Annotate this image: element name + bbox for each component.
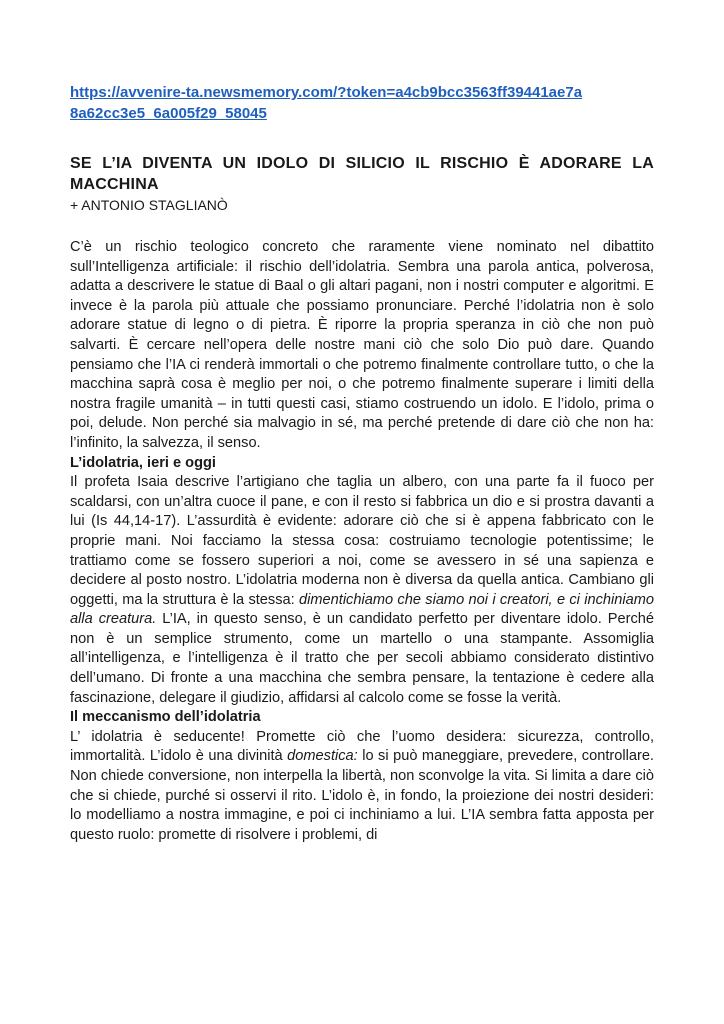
section-heading-1: L’idolatria, ieri e oggi <box>70 454 216 471</box>
section-heading-2: Il meccanismo dell’idolatria <box>70 709 261 726</box>
section-2-text-before: L’ idolatria è seducente! Promette ciò che l’uomo desidera: sicurezza, controllo, immortalità. L’idolo è una divinità <box>70 728 654 765</box>
section-1-text-before: Il profeta Isaia descrive l’artigiano che taglia un albero, con una parte fa il fuoco per scaldarsi, con un’altra cuoce il pane, e con il resto si fabbrica un dio e si prostra davanti a lui (Is 44,14-17). L’assurdità è evidente: adorare ciò che si è appena fabbricato con le proprie mani. Noi facciamo la stessa cosa: costruiamo tecnologie potentissime; le trattiamo come se fossero superiori a noi, come se avessero in sé una sapienza e decidere al posto nostro. L’idolatria moderna non è diversa da quella antica. Cambiano gli oggetti, ma la struttura è la stessa: <box>70 474 654 608</box>
section-1-italic-text: dimentichiamo che siamo noi i creatori, e ci inchiniamo alla creatura. <box>70 591 655 628</box>
section-2-italic-text: domestica: <box>287 748 358 765</box>
intro-paragraph: C’è un rischio teologico concreto che raramente viene nominato nel dibattito sull’Intelligenza artificiale: il rischio dell’idolatria. Sembra una parola antica, polverosa, adatta a descrivere le statue di Baal o gli altari pagani, non i nostri computer e algoritmi. E invece è la parola più attuale che possiamo pronunciare. Perché l’idolatria non è solo adorare statue di legno o di pietra. È riporre la propria speranza in ciò che non può salvarti. È cercare nell’opera delle nostre mani ciò che solo Dio può dare. Quando pensiamo che l’IA ci renderà immortali o che potremo finalmente controllare tutto, o che la macchina saprà cosa è meglio per noi, o che potremo finalmente superare i limiti della nostra fragile umanità – in tutti questi casi, stiamo costruendo un idolo. E l’idolo, prima o poi, delude. Non perché sia malvagio in sé, ma perché pretende di dare ciò che non ha: l’infinito, la salvezza, il senso. <box>70 239 654 451</box>
section-1-paragraph <box>70 473 654 708</box>
section-1-text-after: L’IA, in questo senso, è un candidato perfetto per diventare idolo. Perché non è un semplice strumento, come un martello o una stampante. Assomiglia all’intelligenza, e l’intelligenza è il tratto che per secoli abbiamo considerato distintivo dell’umano. Di fronte a una macchina che sembra pensare, la tentazione è cedere alla fascinazione, delegare il giudizio, affidarsi al calcolo come se fosse la verità. <box>70 611 654 706</box>
section-2-paragraph <box>70 728 654 846</box>
author-line: + ANTONIO STAGLIANÒ <box>70 197 228 213</box>
section-2-text-after: lo si può maneggiare, prevedere, controllare. Non chiede conversione, non interpella la libertà, non sconvolge la vita. Si limita a dare ciò che si chiede, purché si osservi il rito. L’idolo è, in fondo, la proiezione dei nostri desideri: lo modelliamo a nostra immagine, e poi ci inchiniamo a lui. L’IA sembra fatta apposta per questo ruolo: promette di risolvere i problemi, di <box>70 748 654 843</box>
article-title: SE L’IA DIVENTA UN IDOLO DI SILICIO IL RISCHIO È ADORARE LA MACCHINA <box>70 155 654 193</box>
source-link[interactable]: https://avvenire-ta.newsmemory.com/?token=a4cb9bcc3563ff39441ae7a8a62cc3e5_6a005f29_58045 <box>70 84 583 122</box>
